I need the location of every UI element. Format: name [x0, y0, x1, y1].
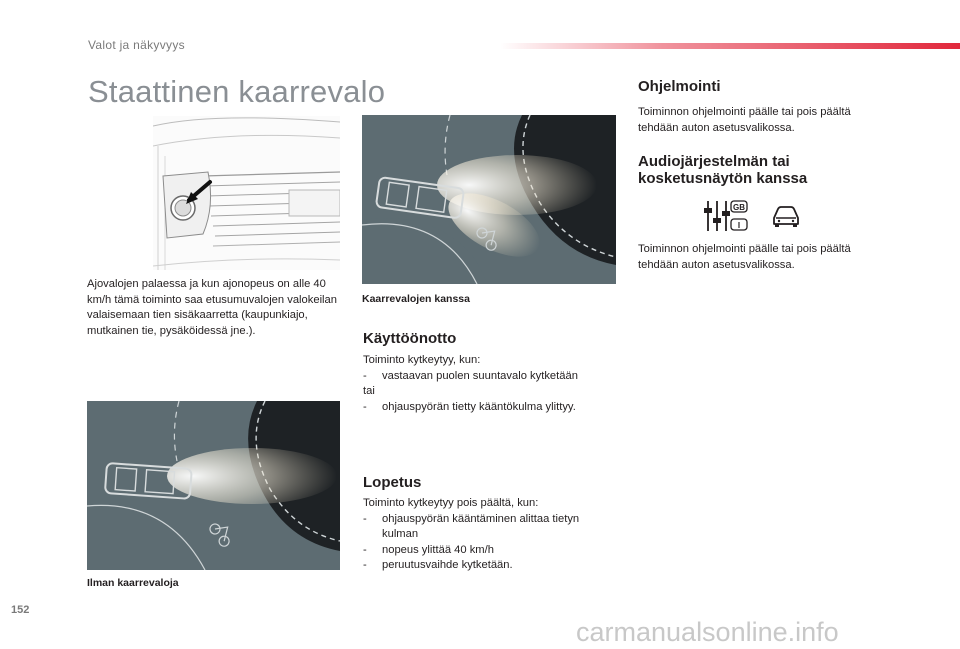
- list-dash: -: [363, 369, 367, 382]
- deactivation-item: [363, 512, 618, 543]
- header-accent-bar: [500, 43, 960, 49]
- list-dash: -: [363, 559, 367, 571]
- no-cornering-light-diagram: [87, 401, 340, 570]
- activation-lead: Toiminto kytkeytyy, kun:: [363, 354, 481, 366]
- list-item-text: ohjauspyörän kääntäminen alittaa tietyn kulman: [382, 512, 580, 540]
- settings-badge-bottom: I: [737, 221, 741, 230]
- without-cornering-caption: Ilman kaarrevaloja: [87, 577, 179, 589]
- section-label: Valot ja näkyvyys: [88, 38, 185, 52]
- list-item-text: ohjauspyörän tietty kääntökulma ylittyy.: [382, 400, 576, 413]
- car-icon: [771, 204, 801, 228]
- audio-heading-line2: kosketusnäytön kanssa: [638, 170, 808, 187]
- deactivation-item: [363, 543, 618, 559]
- page-title: Staattinen kaarrevalo: [88, 74, 386, 109]
- list-item-text: vastaavan puolen suuntavalo kytketään: [382, 369, 578, 382]
- activation-body: [363, 353, 618, 415]
- page-number: 152: [11, 604, 30, 616]
- fog-lamp-photo: [153, 116, 340, 270]
- deactivation-body: [363, 496, 618, 574]
- list-item-text: nopeus ylittää 40 km/h: [382, 543, 494, 556]
- audio-system-heading: [638, 153, 807, 187]
- audio-heading-line1: Audiojärjestelmän tai: [638, 153, 790, 170]
- with-cornering-caption: Kaarrevalojen kanssa: [362, 293, 470, 305]
- programming-heading: Ohjelmointi: [638, 78, 721, 95]
- list-dash: -: [363, 400, 367, 413]
- activation-heading: Käyttöönotto: [363, 330, 457, 347]
- activation-item: [363, 369, 618, 385]
- list-item-text: peruutusvaihde kytketään.: [382, 559, 513, 571]
- activation-connector: tai: [363, 385, 375, 397]
- watermark: carmanualsonline.info: [576, 617, 839, 647]
- deactivation-heading: Lopetus: [363, 474, 422, 491]
- programming-text: Toiminnon ohjelmointi päälle tai pois päältä tehdään auton asetusvalikossa.: [638, 106, 851, 134]
- list-dash: -: [363, 543, 367, 556]
- settings-badge-top: GB: [733, 203, 745, 212]
- list-dash: -: [363, 512, 367, 525]
- audio-system-text: Toiminnon ohjelmointi päälle tai pois päältä tehdään auton asetusvalikossa.: [638, 243, 851, 271]
- deactivation-lead: Toiminto kytkeytyy pois päältä, kun:: [363, 497, 539, 509]
- settings-sliders-icon: [703, 199, 749, 233]
- activation-item: [363, 400, 618, 416]
- deactivation-item: [363, 558, 618, 574]
- intro-paragraph: Ajovalojen palaessa ja kun ajonopeus on alle 40 km/h tämä toiminto saa etusumuvalojen valokeilan valaisemaan tien sisäkaarretta (kaupunkiajo, mutkainen tie, pysäköidessä jne.).: [87, 278, 337, 337]
- cornering-light-diagram: [362, 115, 616, 284]
